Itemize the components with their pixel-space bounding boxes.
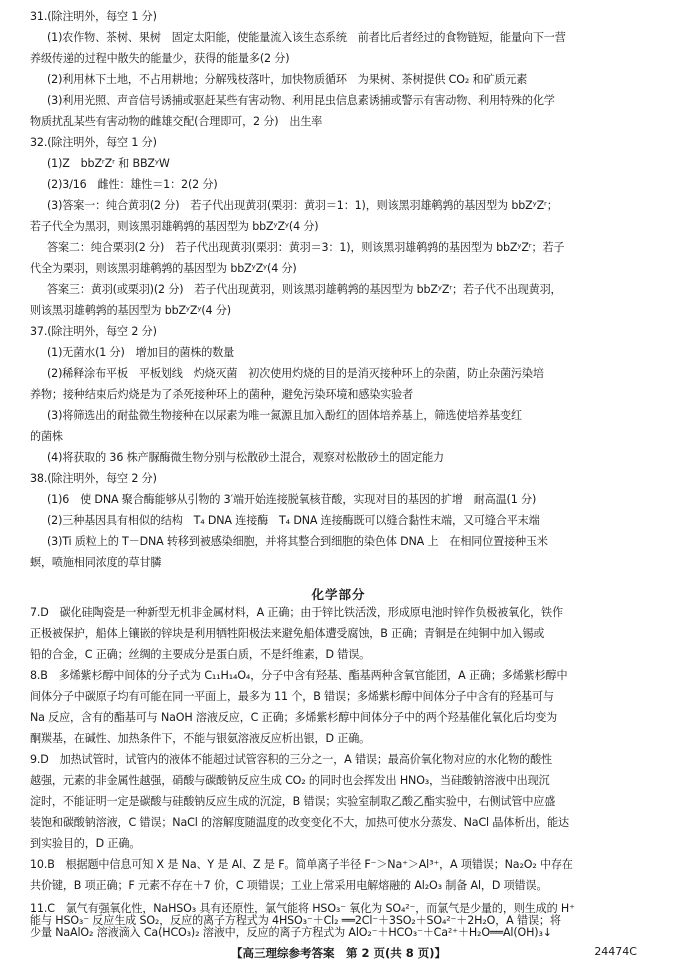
q10-answer-cont: 共价键，B 项正确；F 元素不存在＋7 价，C 项错误；工业上常采用电解熔融的 Al₂O₃ 制备 Al，D 项错误。 [30,879,548,892]
q7-answer-cont1: 正极被保护，船体上镶嵌的锌块是利用牺牲阳极法来避免船体遭受腐蚀，B 正确；青铜是在纯铜中加入锡或 [30,627,545,640]
q31-header: 31.(除注明外，每空 1 分) [30,10,157,23]
q37-part4: (4)将获取的 36 株产脲酶微生物分别与松散砂土混合，观察对松散砂土的固定能力 [47,451,444,464]
q37-part1: (1)无菌水(1 分) 增加目的菌株的数量 [47,346,235,359]
q8-answer: 8.B 多烯紫杉醇中间体的分子式为 C₁₁H₁₄O₄，分子中含有羟基、酯基两种含氧官能团，A 正确；多烯紫杉醇中 [30,669,568,682]
q38-header: 38.(除注明外，每空 2 分) [30,472,157,485]
document-code: 24474C [594,945,637,958]
q38-part3-cont: 螟，喷施相同浓度的草甘膦 [30,556,162,569]
q32-part3-ans1: (3)答案一：纯合黄羽(2 分) 若子代出现黄羽(栗羽：黄羽＝1：1)，则该黑羽雄鹌鹑的基因型为 bbZʸZʳ； [47,199,558,212]
page-footer: 【高三理综参考答案 第 2 页(共 8 页)】 [230,946,447,960]
q9-answer-cont2: 淀时，不能证明一定是碳酸与硅酸钠反应生成的沉淀，B 错误；实验室制取乙酸乙酯实验中，右侧试管中应盛 [30,795,556,808]
q37-part2: (2)稀释涂布平板 平板划线 灼烧灭菌 初次使用灼烧的目的是消灭接种环上的杂菌，防止杂菌污染培 [47,367,544,380]
q38-part2: (2)三种基因具有相似的结构 T₄ DNA 连接酶 T₄ DNA 连接酶既可以缝合黏性末端，又可缝合平末端 [47,514,540,527]
q31-part3: (3)利用光照、声音信号诱捕或驱赶某些有害动物、利用昆虫信息素诱捕或警示有害动物、利用特殊的化学 [47,94,555,107]
q11-answer: 11.C 氯气有强氧化性，NaHSO₃ 具有还原性，氯气能将 HSO₃⁻ 氧化为 SO₄²⁻，而氯气是少量的，则生成的 H⁺ [30,902,575,915]
q32-part2: (2)3/16 雌性：雄性＝1：2(2 分) [47,178,218,191]
q9-answer: 9.D 加热试管时，试管内的液体不能超过试管容积的三分之一，A 错误；最高价氧化物对应的水化物的酸性 [30,753,552,766]
q37-header: 37.(除注明外，每空 2 分) [30,325,157,338]
q32-part3-ans3: 答案三：黄羽(或栗羽)(2 分) 若子代出现黄羽，则该黑羽雄鹌鹑的基因型为 bbZʸZʳ；若子代不出现黄羽， [47,283,562,296]
q8-answer-cont3: 酮羰基，在碱性、加热条件下，不能与银氨溶液反应析出银，D 正确。 [30,732,371,745]
q9-answer-cont1: 越强，元素的非金属性越强，硝酸与碳酸钠反应生成 CO₂ 的同时也会挥发出 HNO₃，当硅酸钠溶液中出现沉 [30,774,550,787]
q38-part3: (3)Ti 质粒上的 T－DNA 转移到被感染细胞，并将其整合到细胞的染色体 DNA 上 在相同位置接种玉米 [47,535,548,548]
q10-answer: 10.B 根据题中信息可知 X 是 Na、Y 是 Al、Z 是 F。简单离子半径 F⁻＞Na⁺＞Al³⁺，A 项错误；Na₂O₂ 中存在 [30,858,573,871]
q32-part3-ans2-cont: 代全为栗羽，则该黑羽雄鹌鹑的基因型为 bbZʸZʸ(4 分) [30,262,297,275]
q32-part1: (1)Z bbZʳZʳ 和 BBZʸW [47,157,170,170]
q38-part1: (1)6 使 DNA 聚合酶能够从引物的 3′端开始连接脱氧核苷酸，实现对目的基因的扩增 耐高温(1 分) [47,493,537,506]
chemistry-section-title: 化学部分 [311,587,366,602]
q31-part3-cont: 物质扰乱某些有害动物的雌雄交配(合理即可，2 分) 出生率 [30,115,323,128]
q7-answer-cont2: 铅的合金，C 正确；丝绸的主要成分是蛋白质，不是纤维素，D 错误。 [30,648,371,661]
q31-part1-cont: 养级传递的过程中散失的能量少，获得的能量多(2 分) [30,52,290,65]
q32-part3-ans1-cont: 若子代全为黑羽，则该黑羽雄鹌鹑的基因型为 bbZʸZʸ(4 分) [30,220,319,233]
q37-part3-cont: 的菌株 [30,430,63,443]
q8-answer-cont1: 间体分子中碳原子均有可能在同一平面上，最多为 11 个，B 错误；多烯紫杉醇中间体分子中含有的羟基可与 [30,690,554,703]
q37-part2-cont: 养物；接种结束后灼烧是为了杀死接种环上的菌种，避免污染环境和感染实验者 [30,388,414,401]
q8-answer-cont2: Na 反应，含有的酯基可与 NaOH 溶液反应，C 正确；多烯紫杉醇中间体分子中的两个羟基催化氧化后均变为 [30,711,558,724]
q37-part3: (3)将筛选出的耐盐微生物接种在以尿素为唯一氮源且加入酚红的固体培养基上，筛选使培养基变红 [47,409,522,422]
q31-part1: (1)农作物、茶树、果树 固定太阳能，使能量流入该生态系统 前者比后者经过的食物链短，能量向下一营 [47,31,566,44]
q9-answer-cont3: 装饱和碳酸钠溶液，C 错误；NaCl 的溶解度随温度的改变变化不大，加热可使水分蒸发、NaCl 晶体析出，能达 [30,816,569,829]
q11-answer-cont2: 少量 NaAlO₂ 溶液滴入 Ca(HCO₃)₂ 溶液中，反应的离子方程式为 AlO₂⁻＋HCO₃⁻＋Ca²⁺＋H₂O══Al(OH)₃↓ [30,926,552,939]
q32-header: 32.(除注明外，每空 1 分) [30,136,157,149]
q31-part2: (2)利用林下土地，不占用耕地；分解残枝落叶，加快物质循环 为果树、茶树提供 CO₂ 和矿质元素 [47,73,528,86]
q11-answer-cont1: 能与 HSO₃⁻ 反应生成 SO₂，反应的离子方程式为 4HSO₃⁻＋Cl₂ ══2Cl⁻＋3SO₂＋SO₄²⁻＋2H₂O，A 错误；将 [30,914,561,927]
q9-answer-cont4: 到实验目的，D 正确。 [30,837,141,850]
q7-answer: 7.D 碳化硅陶瓷是一种新型无机非金属材料，A 正确；由于锌比铁活泼，形成原电池时锌作负极被氧化，铁作 [30,606,563,619]
q32-part3-ans3-cont: 则该黑羽雄鹌鹑的基因型为 bbZʸZʸ(4 分) [30,304,231,317]
q32-part3-ans2: 答案二：纯合栗羽(2 分) 若子代出现黄羽(栗羽：黄羽＝3：1)，则该黑羽雄鹌鹑的基因型为 bbZʸZʳ；若子 [47,241,565,254]
